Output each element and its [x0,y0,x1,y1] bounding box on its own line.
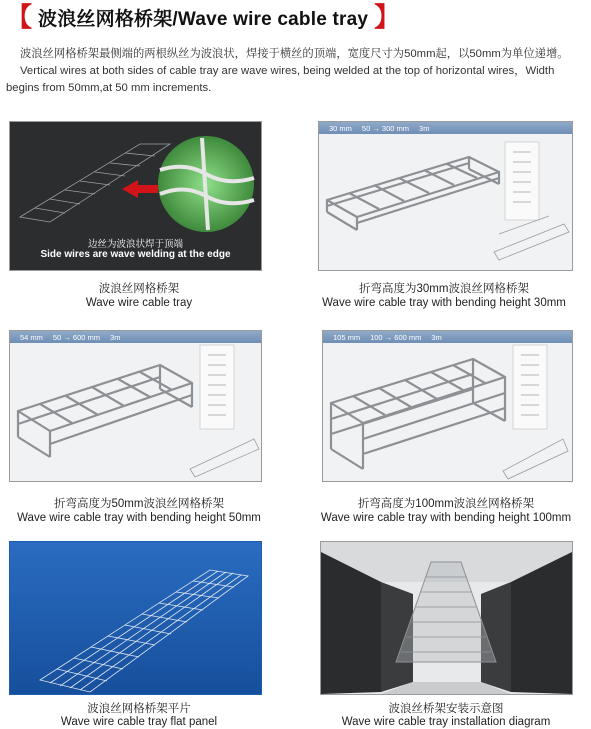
spec-length: 3m [419,123,430,133]
spec-height: 54 mm [20,332,43,342]
left-bracket: 【 [6,2,33,32]
spec-width: 50 → 300 mm [361,123,410,133]
product-image-flat-panel [9,541,262,695]
description [6,46,586,97]
right-bracket: 】 [374,2,401,32]
caption-cn: 波浪丝网格桥架平片 [87,703,191,715]
spec-length: 3m [431,332,442,342]
caption-en: Wave wire cable tray with bending height 50mm [17,512,261,524]
spec-length: 3m [110,332,121,342]
description-en: Vertical wires at both sides of cable tray are wave wires, being welded at the top of horizontal wires，Width begins from 50mm,at 50 mm increments. [6,65,555,94]
caption-en: Wave wire cable tray with bending height 30mm [322,297,566,309]
caption-en: Wave wire cable tray with bending height 100mm [320,512,572,524]
product-image-wave-tray [9,121,262,271]
spec-height: 30 mm [329,123,352,133]
spec-width: 50 → 600 mm [52,332,101,342]
page-title: 波浪丝网格桥架/Wave wire cable tray [38,8,369,30]
caption-en: Wave wire cable tray installation diagram [341,716,551,728]
spec-width: 100 → 600 mm [370,332,422,342]
caption-cn: 波浪丝桥架安装示意图 [388,703,504,715]
overlay-cn: 边丝为波浪状焊于顶端 [87,239,183,250]
caption-cn: 折弯高度为30mm波浪丝网格桥架 [359,283,529,295]
overlay-en: Side wires are wave welding at the edge [40,249,231,260]
page-header [6,4,400,30]
caption-cn: 波浪丝网格桥架 [98,283,180,295]
arrow-icon [122,180,158,198]
caption-en: Wave wire cable tray flat panel [60,716,218,728]
product-image-30mm [318,121,573,271]
caption-en: Wave wire cable tray [85,297,193,309]
spec-height: 105 mm [333,332,361,342]
description-cn: 波浪丝网格桥架最侧端的两根纵丝为波浪状，焊接于横丝的顶端，宽度尺寸为50mm起，以50mm为单位递增。 [20,48,569,60]
caption-cn: 折弯高度为100mm波浪丝网格桥架 [357,498,535,510]
caption-cn: 折弯高度为50mm波浪丝网格桥架 [54,498,224,510]
product-image-50mm [9,330,262,482]
product-image-installation [320,541,573,695]
product-image-100mm [322,330,573,482]
